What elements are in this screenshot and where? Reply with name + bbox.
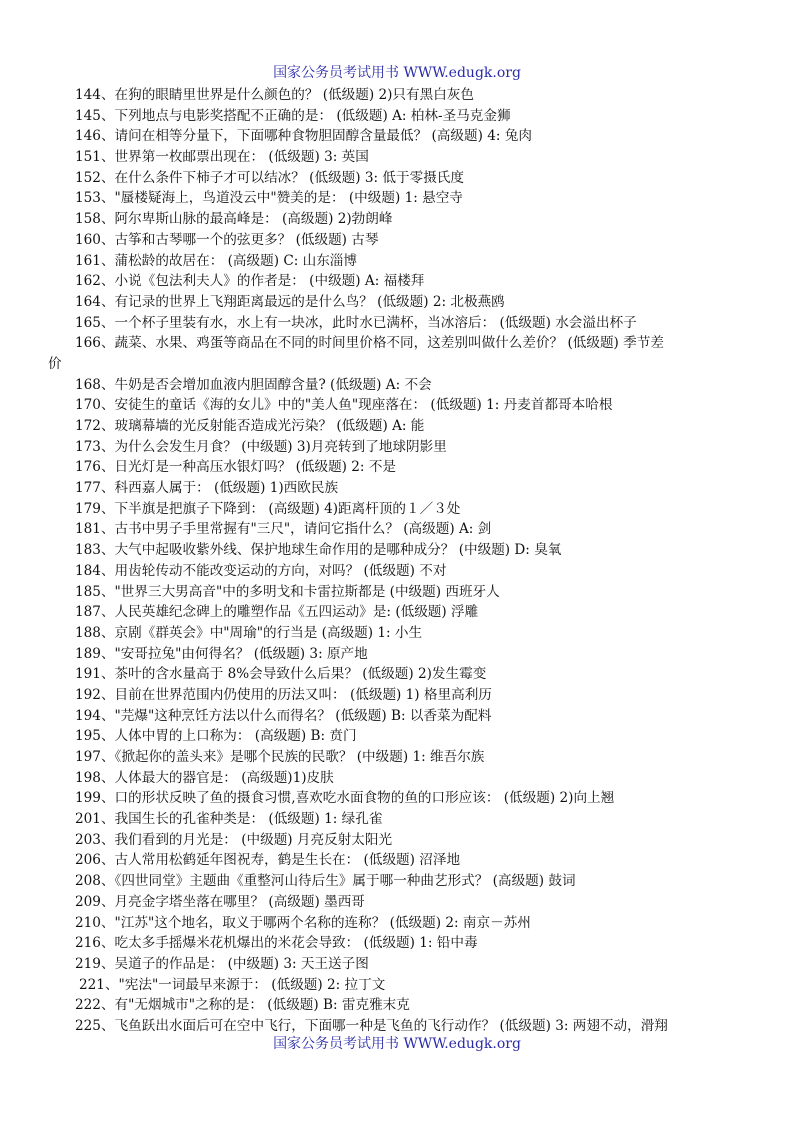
list-item: 197、《掀起你的盖头来》是哪个民族的民歌？ (中级题) 1: 维吾尔族 [75, 749, 485, 765]
list-item: 144、在狗的眼睛里世界是什么颜色的？ (低级题) 2)只有黑白灰色 [75, 87, 474, 103]
list-item: 188、京剧《群英会》中"周瑜"的行当是 (高级题) 1: 小生 [75, 624, 423, 641]
list-item: 162、小说《包法利夫人》的作者是： (中级题) A: 福楼拜 [75, 273, 425, 290]
list-item: 221、"宪法"一词最早来源于： (低级题) 2: 拉丁文 [79, 976, 386, 993]
list-item: 181、古书中男子手里常握有"三尺"，请问它指什么？ (高级题) A: 剑 [75, 521, 492, 538]
list-item: 194、"芫爆"这种烹饪方法以什么而得名？ (低级题) B: 以香菜为配料 [75, 707, 492, 724]
list-item: 151、世界第一枚邮票出现在： (低级题) 3: 英国 [75, 149, 369, 166]
list-item: 209、月亮金字塔坐落在哪里？ (高级题) 墨西哥 [75, 893, 365, 910]
list-item: 146、请问在相等分量下，下面哪种食物胆固醇含量最低？ (高级题) 4: 兔肉 [75, 128, 532, 145]
list-item: 191、茶叶的含水量高于 8%会导致什么后果？ (低级题) 2)发生霉变 [75, 666, 487, 683]
list-item: 189、"安哥拉兔"由何得名？ (低级题) 3: 原产地 [75, 645, 368, 662]
list-item: 176、日光灯是一种高压水银灯吗？ (低级题) 2: 不是 [75, 459, 397, 476]
list-item: 203、我们看到的月光是： (中级题) 月亮反射太阳光 [75, 831, 393, 848]
list-item: 160、古筝和古琴哪一个的弦更多？ (低级题) 古琴 [75, 231, 379, 248]
list-item: 170、安徒生的童话《海的女儿》中的"美人鱼"现座落在： (低级题) 1: 丹麦首都哥本哈根 [75, 397, 613, 414]
list-item: 210、"江苏"这个地名，取义于哪两个名称的连称？ (低级题) 2: 南京－苏州 [75, 914, 531, 931]
page-header: 国家公务员考试用书 WWW.edugk.org [273, 65, 521, 81]
list-item: 177、科西嘉人属于： (低级题) 1)西欧民族 [75, 480, 339, 497]
list-item: 172、玻璃幕墙的光反射能否造成光污染？ (低级题) A: 能 [75, 418, 425, 434]
list-item: 158、阿尔卑斯山脉的最高峰是： (高级题) 2)勃朗峰 [75, 211, 393, 228]
list-item: 222、有"无烟城市"之称的是： (低级题) B: 雷克雅末克 [75, 997, 410, 1014]
list-item: 192、目前在世界范围内仍使用的历法又叫： (低级题) 1) 格里高利历 [75, 686, 492, 703]
list-item: 219、吴道子的作品是： (中级题) 3: 天王送子图 [75, 955, 369, 972]
list-item: 166、蔬菜、水果、鸡蛋等商品在不同的时间里价格不同，这差别叫做什么差价？ (低级题) 季节差 [75, 335, 664, 352]
question-list [48, 85, 748, 1037]
list-item: 161、蒲松龄的故居在： (高级题) C: 山东淄博 [75, 252, 357, 269]
list-item: 164、有记录的世界上飞翔距离最远的是什么鸟？ (低级题) 2: 北极燕鸥 [75, 293, 505, 310]
list-item: 152、在什么条件下柿子才可以结冰？ (低级题) 3: 低于零摄氏度 [75, 169, 464, 186]
list-item: 225、飞鱼跃出水面后可在空中飞行，下面哪一种是飞鱼的飞行动作？ (低级题) 3: 两翅不动，滑翔 [75, 1017, 668, 1034]
list-item: 201、我国生长的孔雀种类是： (低级题) 1: 绿孔雀 [75, 811, 383, 828]
list-item: 206、古人常用松鹤延年图祝寿，鹤是生长在： (低级题) 沼泽地 [75, 852, 461, 869]
list-item: 184、用齿轮传动不能改变运动的方向，对吗？ (低级题) 不对 [75, 562, 447, 579]
list-item: 187、人民英雄纪念碑上的雕塑作品《五四运动》是: (低级题) 浮雕 [75, 604, 479, 621]
list-item: 208、《四世同堂》主题曲《重整河山待后生》属于哪一种曲艺形式？ (高级题) 鼓词 [75, 873, 576, 890]
list-item: 185、"世界三大男高音"中的多明戈和卡雷拉斯都是 (中级题) 西班牙人 [75, 583, 500, 600]
list-item: 195、人体中胃的上口称为： (高级题) B: 贲门 [75, 728, 357, 745]
list-item-continuation: 价 [48, 355, 62, 372]
list-item: 183、大气中起吸收紫外线、保护地球生命作用的是哪种成分？ (中级题) D: 臭氧 [75, 542, 562, 559]
list-item: 199、口的形状反映了鱼的摄食习惯,喜欢吃水面食物的鱼的口形应该： (低级题) 2)向上翘 [75, 790, 615, 807]
page-footer: 国家公务员考试用书 WWW.edugk.org [273, 1036, 521, 1052]
list-item: 153、"蜃楼疑海上，鸟道没云中"赞美的是： (中级题) 1: 悬空寺 [75, 190, 463, 207]
list-item: 198、人体最大的器官是： (高级题)1)皮肤 [75, 769, 334, 786]
list-item: 179、下半旗是把旗子下降到： (高级题) 4)距离杆顶的１／３处 [75, 500, 461, 517]
list-item: 168、牛奶是否会增加血液内胆固醇含量? (低级题) A: 不会 [75, 376, 432, 393]
list-item: 165、一个杯子里装有水，水上有一块冰，此时水已满杯，当冰溶后： (低级题) 水会溢出杯子 [75, 314, 637, 331]
list-item: 173、为什么会发生月食？ (中级题) 3)月亮转到了地球阴影里 [75, 438, 447, 455]
list-item: 145、下列地点与电影奖搭配不正确的是： (低级题) A: 柏林-圣马克金狮 [75, 107, 511, 124]
list-item: 216、吃太多手摇爆米花机爆出的米花会导致： (低级题) 1: 铅中毒 [75, 935, 478, 952]
